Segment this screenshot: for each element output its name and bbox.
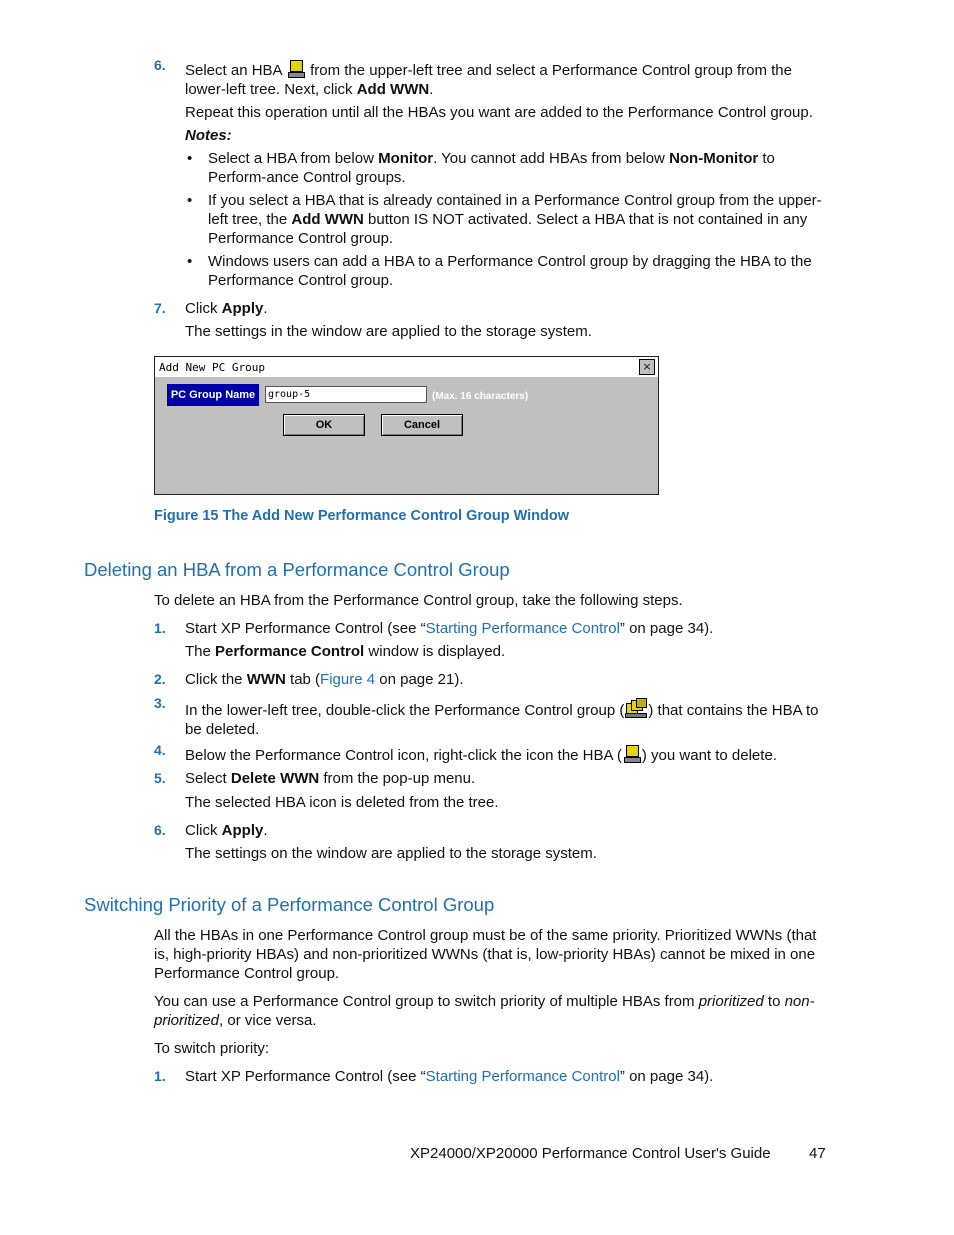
section-paragraph: You can use a Performance Control group to switch priority of multiple HBAs from prioritized to non-prioritized, or vice versa. bbox=[154, 993, 815, 1029]
step-text: Start XP Performance Control (see “Starting Performance Control” on page 34). bbox=[185, 1068, 714, 1085]
pc-group-name-input[interactable]: group-5 bbox=[265, 386, 427, 403]
step-number: 6. bbox=[154, 822, 166, 838]
page-number: 47 bbox=[809, 1145, 826, 1162]
step-result: The settings in the window are applied to the storage system. bbox=[185, 323, 592, 340]
bullet: • bbox=[187, 253, 193, 270]
step-result: The selected HBA icon is deleted from the tree. bbox=[185, 794, 499, 811]
step-number: 1. bbox=[154, 620, 166, 636]
step-text: Click the WWN tab (Figure 4 on page 21). bbox=[185, 671, 464, 688]
step-text: Click Apply. bbox=[185, 822, 268, 839]
link-starting-pc[interactable]: Starting Performance Control bbox=[425, 620, 620, 637]
step-text: Select Delete WWN from the pop-up menu. bbox=[185, 770, 476, 787]
ok-button[interactable]: OK bbox=[283, 414, 365, 436]
section-paragraph: All the HBAs in one Performance Control group must be of the same priority. Prioritized WWNs (that is, high-priority HBAs) and non-prioritized WWNs (that is, low-priority HBAs) cannot be mixed in one Performance Control group. bbox=[154, 927, 817, 982]
step-result: The settings on the window are applied to the storage system. bbox=[185, 845, 597, 862]
step-number: 6. bbox=[154, 57, 166, 73]
bullet: • bbox=[187, 150, 193, 167]
note-item: If you select a HBA that is already contained in a Performance Control group from the upper-left tree, the Add WWN button IS NOT activated. Select a HBA that is not contained in any Performance Control group. bbox=[208, 192, 822, 247]
step-number: 5. bbox=[154, 770, 166, 786]
section-heading-delete: Deleting an HBA from a Performance Control Group bbox=[84, 559, 510, 580]
hba-icon bbox=[624, 745, 640, 762]
step-number: 4. bbox=[154, 742, 166, 758]
footer-title: XP24000/XP20000 Performance Control User's Guide bbox=[410, 1145, 771, 1162]
bullet: • bbox=[187, 192, 193, 209]
section-heading-switch: Switching Priority of a Performance Control Group bbox=[84, 894, 495, 915]
step-text: Select an HBA from the upper-left tree and select a Performance Control group from the lower-left tree. Next, click Add WWN. bbox=[185, 62, 792, 98]
step-result: The Performance Control window is displayed. bbox=[185, 643, 506, 660]
add-pc-group-dialog bbox=[154, 356, 659, 495]
section-paragraph: To switch priority: bbox=[154, 1040, 270, 1057]
note-item: Windows users can add a HBA to a Performance Control group by dragging the HBA to the Performance Control group. bbox=[208, 253, 812, 289]
close-icon[interactable]: × bbox=[639, 359, 655, 375]
step-note: Repeat this operation until all the HBAs you want are added to the Performance Control group. bbox=[185, 104, 813, 121]
step-text: Start XP Performance Control (see “Starting Performance Control” on page 34). bbox=[185, 620, 714, 637]
step-text: In the lower-left tree, double-click the Performance Control group ( ) that contains the HBA to be deleted. bbox=[185, 698, 830, 739]
step-number: 3. bbox=[154, 695, 166, 711]
pc-group-icon bbox=[625, 698, 647, 718]
dialog-title: Add New PC Group bbox=[159, 361, 265, 374]
link-figure-4[interactable]: Figure 4 bbox=[320, 671, 376, 688]
max-chars-hint: (Max. 16 characters) bbox=[432, 391, 529, 402]
cancel-button[interactable]: Cancel bbox=[381, 414, 463, 436]
figure-caption: Figure 15 The Add New Performance Control Group Window bbox=[154, 508, 570, 524]
link-starting-pc[interactable]: Starting Performance Control bbox=[425, 1068, 620, 1085]
step-number: 1. bbox=[154, 1068, 166, 1084]
step-text: Below the Performance Control icon, right-click the icon the HBA ( ) you want to delete. bbox=[185, 747, 777, 764]
dialog-title-bar bbox=[155, 357, 658, 377]
section-intro: To delete an HBA from the Performance Control group, take the following steps. bbox=[154, 592, 683, 609]
step-number: 2. bbox=[154, 671, 166, 687]
hba-icon bbox=[288, 60, 304, 77]
pc-group-name-label: PC Group Name bbox=[167, 384, 259, 406]
step-text: Click Apply. bbox=[185, 300, 268, 317]
step-number: 7. bbox=[154, 300, 166, 316]
notes-label: Notes: bbox=[185, 127, 232, 144]
note-item: Select a HBA from below Monitor. You cannot add HBAs from below Non-Monitor to Perform-ance Control groups. bbox=[208, 150, 775, 186]
